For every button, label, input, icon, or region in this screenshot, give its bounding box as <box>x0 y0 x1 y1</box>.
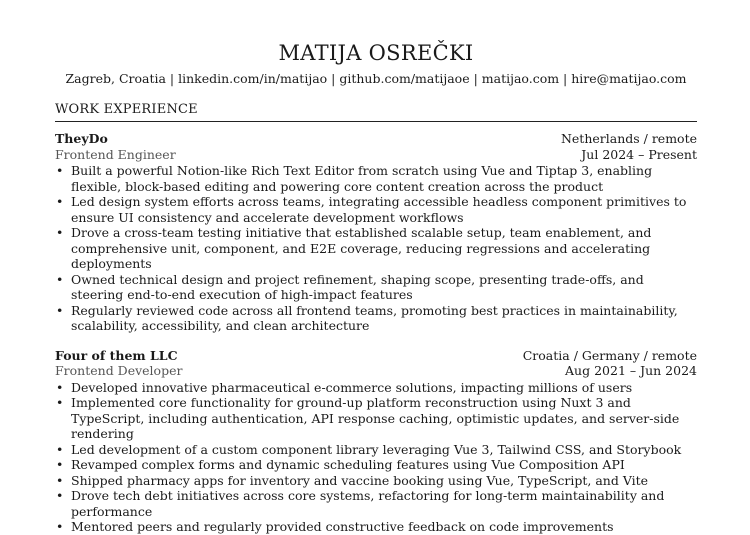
job-bullet: • Drove a cross-team testing initiative that established scalable setup, team enablement, and comprehensive unit, component, and E2E coverage, reducing regressions and accelerating deployments <box>55 225 697 272</box>
contact-line: Zagreb, Croatia | linkedin.com/in/matijao | github.com/matijaoe | matijao.com | hire@matijao.com <box>65 71 687 86</box>
resume-name: MATIJA OSREČKI <box>278 41 474 65</box>
job-bullet: • Led development of a custom component library leveraging Vue 3, Tailwind CSS, and Storybook <box>55 442 697 458</box>
job-dates: Jul 2024 – Present <box>581 146 697 162</box>
job-bullet: • Drove tech debt initiatives across core systems, refactoring for long-term maintainability and performance <box>55 488 697 519</box>
company-name: TheyDo <box>55 131 108 146</box>
job-bullet: • Led design system efforts across teams, integrating accessible headless component primitives to ensure UI consistency and accelerate development workflows <box>55 194 697 225</box>
job-header-row <box>55 348 697 364</box>
job-entry <box>55 131 697 334</box>
job-entry <box>55 348 697 535</box>
job-bullet: • Regularly reviewed code across all frontend teams, promoting best practices in maintainability, scalability, accessibility, and clean architecture <box>55 303 697 334</box>
job-bullet: • Implemented core functionality for ground-up platform reconstruction using Nuxt 3 and TypeScript, including authentication, API response caching, optimistic updates, and server-side rendering <box>55 395 697 442</box>
job-subheader-row <box>55 147 697 163</box>
job-role: Frontend Developer <box>55 363 183 378</box>
job-bullet: • Shipped pharmacy apps for inventory and vaccine booking using Vue, TypeScript, and Vite <box>55 473 697 489</box>
job-location: Croatia / Germany / remote <box>522 347 697 363</box>
job-bullet: • Owned technical design and project refinement, shaping scope, presenting trade-offs, and steering end-to-end execution of high-impact features <box>55 272 697 303</box>
job-bullet-list <box>55 380 697 535</box>
job-location: Netherlands / remote <box>560 131 697 146</box>
job-role: Frontend Engineer <box>55 146 176 162</box>
section-title-work-experience: WORK EXPERIENCE <box>55 102 697 122</box>
job-bullet: • Developed innovative pharmaceutical e-commerce solutions, impacting millions of users <box>55 380 697 396</box>
job-bullet-list <box>55 163 697 334</box>
job-subheader-row <box>55 363 697 379</box>
job-bullet: • Mentored peers and regularly provided constructive feedback on code improvements <box>55 519 697 535</box>
job-dates: Aug 2021 – Jun 2024 <box>565 363 697 378</box>
job-bullet: • Built a powerful Notion-like Rich Text Editor from scratch using Vue and Tiptap 3, enabling flexible, block-based editing and powering core content creation across the product <box>55 163 697 194</box>
company-name: Four of them LLC <box>55 347 178 363</box>
job-header-row <box>55 131 697 147</box>
job-bullet: • Revamped complex forms and dynamic scheduling features using Vue Composition API <box>55 457 697 473</box>
